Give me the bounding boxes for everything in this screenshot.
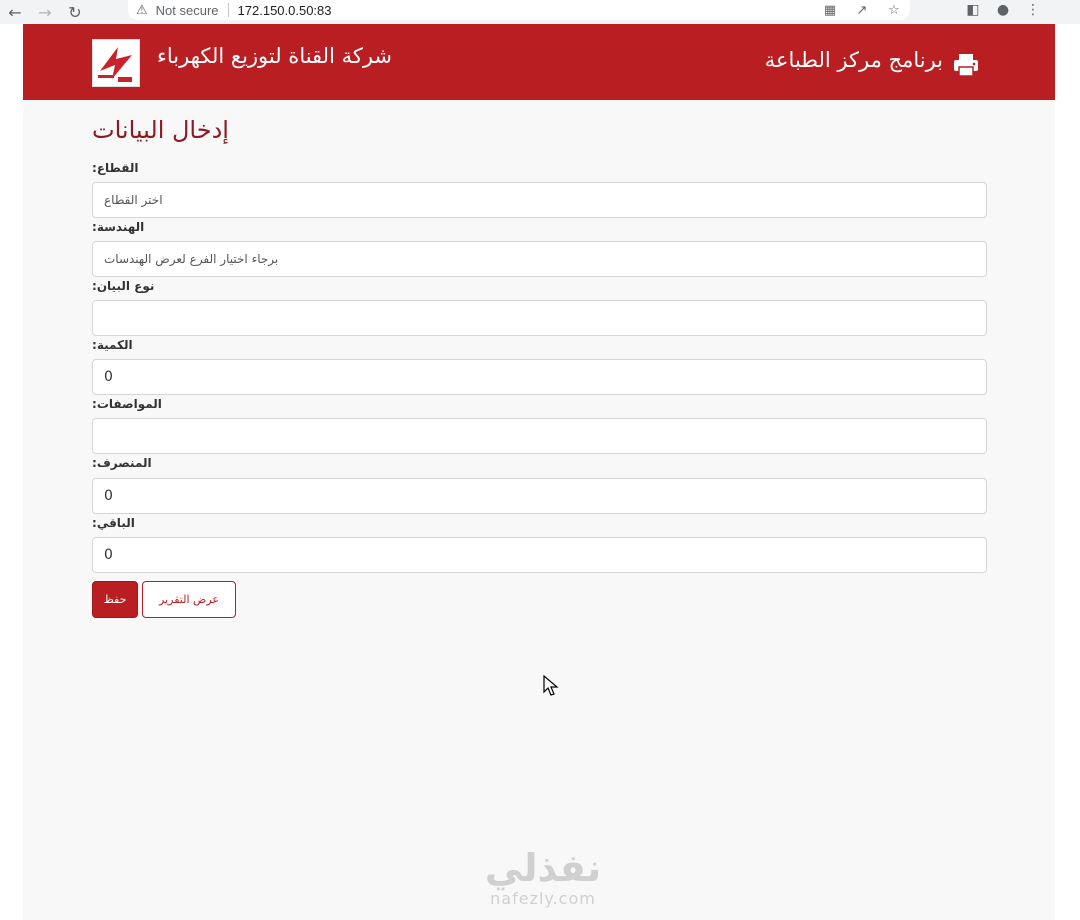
engineering-label: :الهندسة [92,220,145,234]
view-report-button[interactable]: عرض التقرير [142,581,236,618]
back-arrow-icon[interactable]: ← [8,2,22,22]
program-title: برنامج مركز الطباعة [764,48,943,72]
bookmark-star-icon[interactable]: ☆ [888,2,900,18]
quantity-label: :الكمية [92,338,133,352]
printer-icon [953,53,979,77]
sector-select[interactable]: اختر القطاع [92,182,987,218]
security-label[interactable]: Not secure [155,2,219,18]
save-button[interactable]: حفظ [92,581,138,618]
menu-dots-icon[interactable]: ⋮ [1026,2,1040,18]
lightning-logo-icon [94,41,138,85]
reload-icon[interactable]: ↻ [68,2,82,22]
watermark-arabic: نفذلي [484,846,602,890]
page-title: إدخال البيانات [92,116,229,144]
left-gutter [0,24,23,920]
browser-toolbar [0,0,1080,24]
browser-actions [958,0,1048,20]
mouse-cursor-icon [543,675,559,697]
address-separator [228,3,229,17]
site-header [23,24,1055,100]
side-panel-icon[interactable]: ◧ [966,2,980,18]
dispensed-label: :المنصرف [92,456,152,470]
company-name: شركة القناة لتوزيع الكهرباء [157,44,393,68]
watermark-latin: nafezly.com [490,889,596,908]
statement-type-input[interactable] [92,300,987,336]
address-bar[interactable] [128,0,910,20]
engineering-select[interactable]: برجاء اختيار الفرع لعرض الهندسات [92,241,987,277]
company-logo[interactable] [92,39,140,87]
remaining-label: :الباقي [92,516,135,530]
remaining-input[interactable]: 0 [92,537,987,573]
watermark [473,846,613,908]
dispensed-input[interactable]: 0 [92,478,987,514]
url-text[interactable]: 172.150.0.50:83 [237,2,332,18]
forward-arrow-icon[interactable]: → [38,2,52,22]
page-viewport [23,24,1055,920]
address-bar-actions [814,0,910,20]
share-icon[interactable]: ↗ [856,2,868,18]
warning-icon[interactable]: ⚠ [136,2,148,18]
specifications-label: :المواصفات [92,397,162,411]
translate-icon[interactable]: ▦ [823,2,837,18]
specifications-input[interactable] [92,418,987,454]
profile-avatar-icon[interactable]: ● [996,2,1010,18]
statement-type-label: :نوع البيان [92,279,155,293]
sector-label: :القطاع [92,161,139,175]
right-gutter [1055,24,1080,920]
quantity-input[interactable]: 0 [92,359,987,395]
